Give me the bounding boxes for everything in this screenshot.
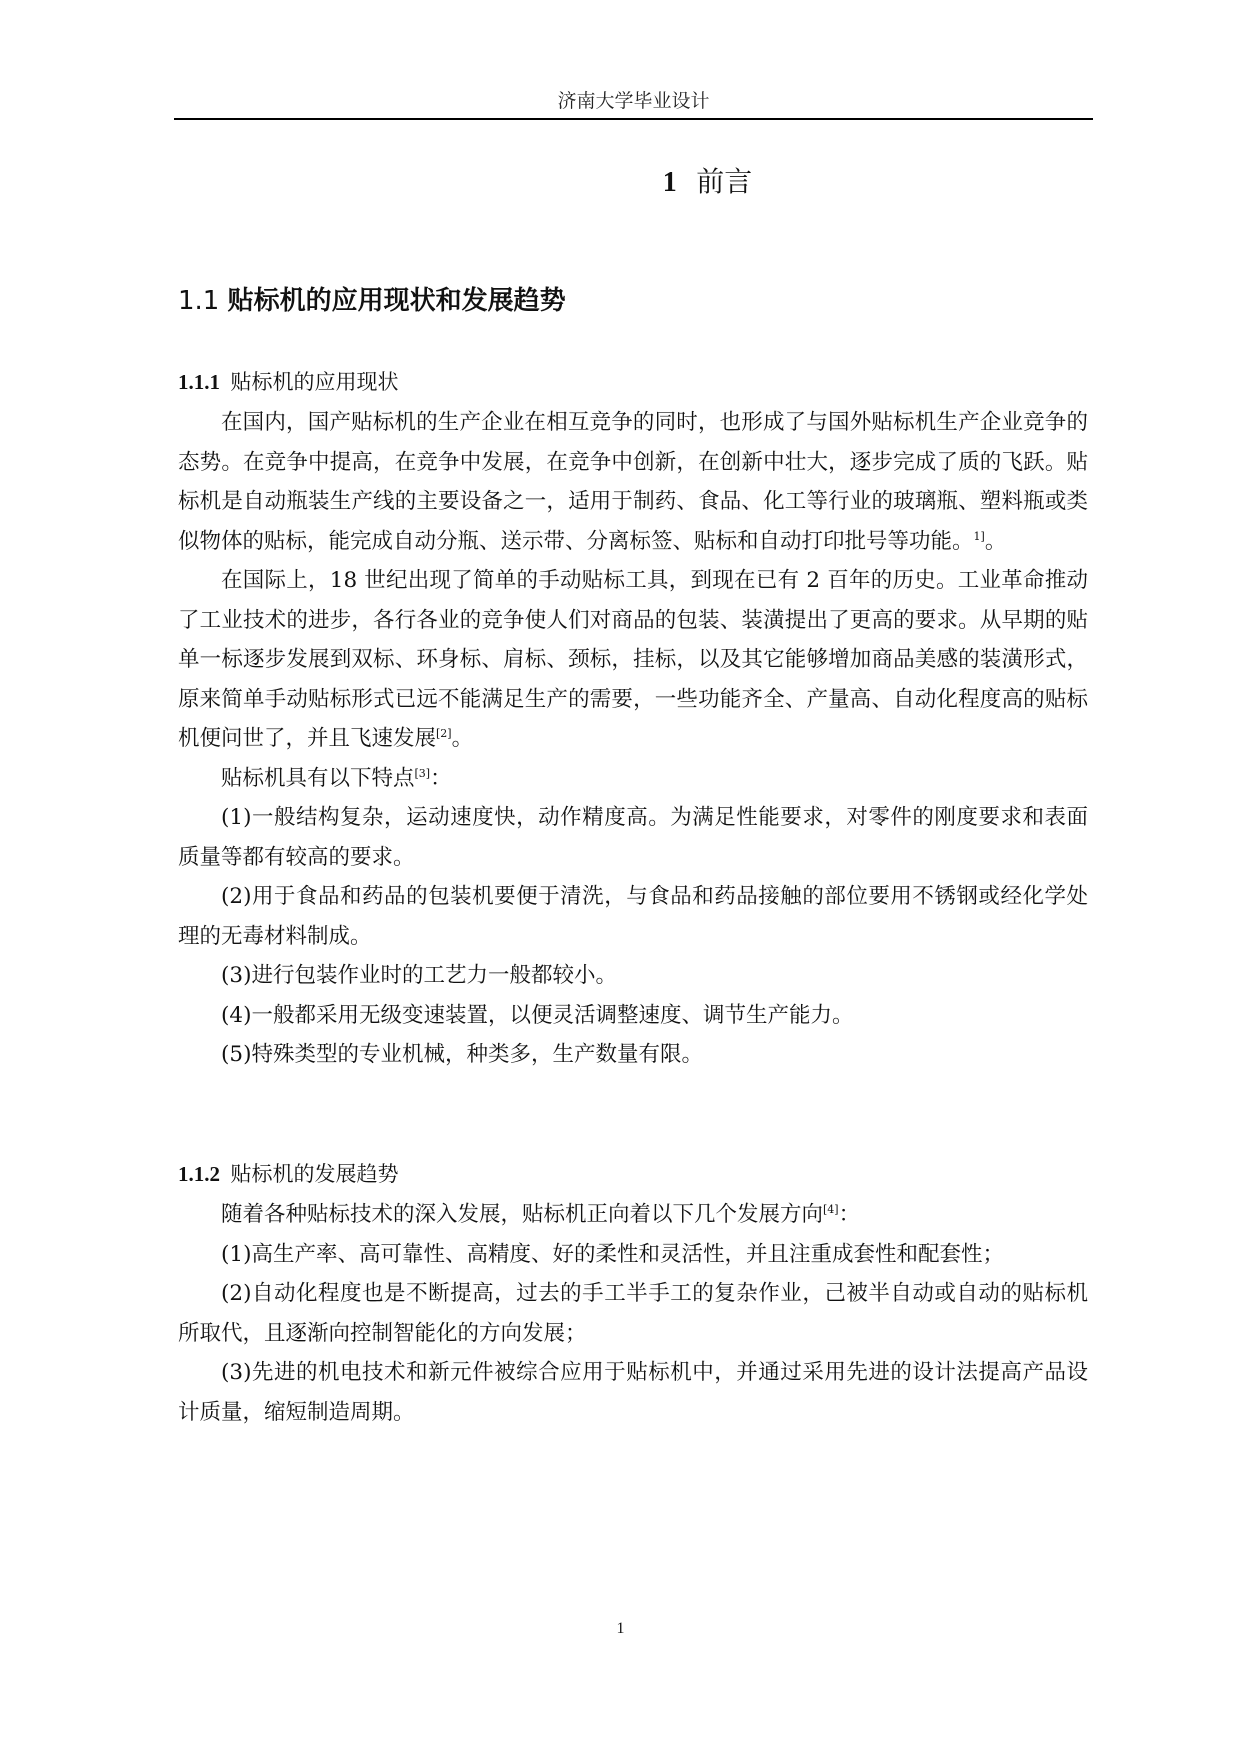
list-item [178, 1235, 1088, 1275]
paragraph-text: (3)先进的机电技术和新元件被综合应用于贴标机中，并通过采用先进的设计法提高产品设计质量，缩短制造周期。 [178, 1360, 1088, 1425]
list-item [178, 956, 1088, 996]
subsection-body [178, 403, 1088, 1075]
paragraph-text: (3)进行包装作业时的工艺力一般都较小。 [221, 963, 617, 988]
subsection-title-text: 贴标机的发展趋势 [230, 1162, 399, 1186]
list-item [178, 996, 1088, 1036]
subsection-heading [178, 1158, 399, 1188]
subsection-body [178, 1195, 1088, 1432]
header-rule [174, 118, 1093, 120]
paragraph-text: 在国际上，18 世纪出现了简单的手动贴标工具，到现在已有 2 百年的历史。工业革命推动了工业技术的进步，各行各业的竞争使人们对商品的包装、装潢提出了更高的要求。从早期的贴单一标逐步发展到双标、环身标、肩标、颈标，挂标，以及其它能够增加商品美感的装潢形式，原来简单手动贴标形式已远不能满足生产的需要，一些功能齐全、产量高、自动化程度高的贴标机便问世了，并且飞速发展 [178, 568, 1088, 751]
paragraph-text: 在国内，国产贴标机的生产企业在相互竞争的同时，也形成了与国外贴标机生产企业竞争的态势。在竞争中提高，在竞争中发展，在竞争中创新，在创新中壮大，逐步完成了质的飞跃。贴标机是自动瓶装生产线的主要设备之一，适用于制药、食品、化工等行业的玻璃瓶、塑料瓶或类似物体的贴标，能完成自动分瓶、送示带、分离标签、贴标和自动打印批号等功能。 [178, 410, 1088, 554]
citation: [3] [414, 766, 431, 780]
list-item [178, 1274, 1088, 1353]
page-header: 济南大学毕业设计 [557, 90, 710, 112]
list-item [178, 877, 1088, 956]
paragraph-text: (4)一般都采用无级变速装置，以便灵活调整速度、调节生产能力。 [221, 1002, 854, 1028]
section-heading [178, 280, 566, 317]
list-item [178, 798, 1088, 877]
paragraph [178, 759, 1088, 799]
paragraph-tail: 。 [451, 726, 474, 751]
subsection-number: 1.1.1 [178, 370, 220, 394]
list-item [178, 1035, 1088, 1075]
paragraph [178, 403, 1088, 561]
paragraph-tail: 。 [984, 528, 1007, 554]
list-item [178, 1353, 1088, 1432]
paragraph-text: (2)自动化程度也是不断提高，过去的手工半手工的复杂作业，己被半自动或自动的贴标机所取代，且逐渐向控制智能化的方向发展； [178, 1281, 1088, 1346]
paragraph-text: 随着各种贴标技术的深入发展，贴标机正向着以下几个发展方向 [221, 1202, 824, 1227]
paragraph-text: (1)高生产率、高可靠性、高精度、好的柔性和灵活性，并且注重成套性和配套性； [221, 1241, 1004, 1267]
subsection-number: 1.1.2 [178, 1162, 220, 1186]
chapter-number: 1 [662, 167, 677, 198]
paragraph-tail: ： [838, 1202, 861, 1227]
paragraph [178, 561, 1088, 759]
subsection-title-text: 贴标机的应用现状 [230, 370, 399, 394]
paragraph-tail: ： [430, 765, 452, 791]
section-number: 1.1 [178, 286, 220, 316]
chapter-title [174, 160, 1241, 200]
paragraph-text: (5)特殊类型的专业机械，种类多，生产数量有限。 [221, 1042, 703, 1067]
page-number: 1 [616, 1620, 625, 1637]
paragraph-text: (1)一般结构复杂，运动速度快，动作精度高。为满足性能要求，对零件的刚度要求和表面质量等都有较高的要求。 [178, 805, 1088, 870]
citation: [4] [823, 1202, 839, 1216]
citation: 1] [973, 529, 985, 543]
paragraph [178, 1195, 1088, 1235]
section-title-text: 贴标机的应用现状和发展趋势 [227, 286, 566, 316]
subsection-heading [178, 366, 399, 396]
citation: [2] [436, 726, 452, 740]
chapter-title-text: 前言 [696, 165, 753, 198]
paragraph-text: (2)用于食品和药品的包装机要便于清洗，与食品和药品接触的部位要用不锈钢或经化学处理的无毒材料制成。 [178, 884, 1088, 949]
paragraph-text: 贴标机具有以下特点 [221, 765, 415, 791]
